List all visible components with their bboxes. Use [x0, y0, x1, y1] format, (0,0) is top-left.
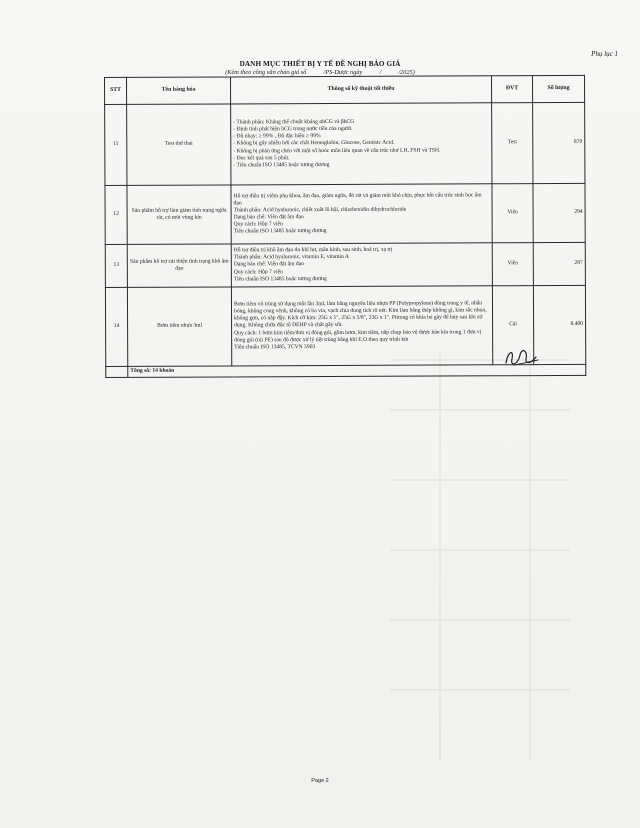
header-stt: STT	[105, 77, 127, 104]
spec-line: - Thành phần: Kháng thể chuột kháng αhCG và βhCG	[233, 118, 355, 126]
bleed-through-marks	[380, 340, 580, 780]
spec-line: - Không bị gây nhiễu bởi các chất Hemoglobin, Glucose, Gentisic Acid.	[233, 140, 395, 147]
row-spec	[231, 184, 492, 244]
row-unit: Cái	[492, 286, 533, 365]
row-stt: 11	[105, 104, 127, 185]
row-spec	[231, 243, 492, 287]
spec-line: Hỗ trợ điều trị khô âm đạo do khí hư, mãn kinh, sau sinh, hoá trị, xạ trị	[233, 246, 393, 254]
spec-line: Tiêu chuẩn ISO 13485 hoặc tương đương	[233, 228, 327, 235]
row-name: Sản phẩm hỗ trợ làm giảm tình trạng ngứa rát, có mùi vùng kín	[127, 185, 231, 244]
spec-line: - Đọc kết quả sau 5 phút.	[233, 154, 290, 162]
table-row	[105, 242, 585, 287]
spec-line: Thành phần: Acid hyaluronic, chiết xuất lô hội, chlorhexidin dihydrochloride	[233, 206, 407, 214]
spec-line: - Định tính phát hiện hCG trong nước tiểu của người.	[233, 126, 353, 133]
spec-line: Quy cách: Hộp 7 viên	[233, 221, 283, 228]
row-name: Bơm tiêm nhựa 3ml	[127, 287, 231, 366]
equipment-table	[104, 75, 586, 378]
row-spec	[231, 286, 492, 366]
subtitle-middle: /PS-Dược ngày	[323, 69, 363, 76]
table-row	[105, 102, 585, 185]
spec-line: - Độ nhạy: ≥ 99% , Độ đặc hiệu ≥ 99%	[233, 133, 321, 140]
spec-line: Thành phần: Acid hyaluronic, vitamin E, vitamin A	[233, 254, 349, 261]
header-unit: ĐVT	[491, 76, 532, 103]
subtitle-slash: /	[379, 69, 382, 76]
row-name: Test thử thai	[127, 104, 231, 185]
table-header-row	[105, 75, 585, 104]
row-spec	[231, 103, 492, 185]
row-unit: Test	[492, 103, 533, 184]
row-name: Sản phẩm hỗ trợ cải thiện tình trạng khô âm đạo	[127, 244, 231, 287]
header-qty: Số lượng	[532, 75, 584, 102]
spec-line: Hỗ trợ điều trị viêm phụ khoa, âm đạo, giảm ngứa, đỏ rát và giảm mùi khó chịu, phục hồi cấu trúc sinh học âm đạo	[233, 191, 482, 207]
page-title: DANH MỤC THIẾT BỊ Y TẾ ĐỀ NGHỊ BÁO GIÁ	[239, 60, 401, 68]
spec-line: Dạng bào chế: Viên đặt âm đạo	[233, 261, 304, 268]
row-qty: 287	[533, 242, 585, 285]
appendix-label: Phụ lục 1	[591, 50, 618, 58]
spec-line: Quy cách: Hộp 7 viên	[233, 268, 283, 276]
row-unit: Viên	[492, 243, 533, 286]
spec-line: - Tiêu chuẩn ISO 13485 hoặc tương đương	[233, 161, 330, 169]
spec-line: Tiêu chuẩn ISO 13485, TCVN 5903	[234, 343, 316, 351]
row-stt: 14	[105, 287, 127, 366]
row-qty: 294	[533, 183, 585, 242]
row-unit: Viên	[492, 184, 533, 243]
row-qty: 870	[533, 102, 585, 183]
table-row	[105, 183, 585, 244]
signature-mark	[498, 345, 542, 371]
header-spec: Thông số kỹ thuật tối thiểu	[231, 76, 492, 104]
subtitle-prefix: (Kèm theo công văn chào giá số	[225, 69, 307, 76]
row-stt: 12	[105, 185, 127, 244]
row-qty: 8.400	[533, 285, 585, 364]
page-number: Page 2	[311, 778, 329, 784]
spec-line: Bơm tiêm vô trùng sử dụng một lần 3ml, làm bằng nguyên liệu nhựa PP (Polypropylene) dùng trong y tế, nhẵn bóng, không cong vênh, không có ba via, vạch chia dung tích rõ nét. Kim làm bằng thép không gỉ, kim sắc nhọn, không gợn, có nắp đậy. Kích cỡ kim: 25G x 1", 25G x 5/8", 23G x 1". Pittong có khía bẻ gãy để hủy sau khi sử dụng. Không chứa độc tố DEHP và chất gây sốt.	[233, 300, 487, 329]
spec-line: Dạng bào chế: Viên đặt âm đạo	[233, 214, 304, 221]
total-stt-cell	[106, 366, 128, 377]
spec-line: Quy cách: 1 bơm kim tiêm/đơn vị đóng gói, gồm bơm, kim tiêm, nắp chụp bảo vệ được hàn kín trong 1 đơn vị đóng gói (túi PE) sau đó được xử lý tiệt trùng bằng khí E.O theo quy trình kín	[234, 328, 482, 344]
total-label: Tổng số: 14 khoản	[128, 364, 586, 377]
header-name: Tên hàng hóa	[127, 77, 231, 104]
subtitle-suffix: /2025)	[398, 69, 415, 76]
row-stt: 13	[105, 244, 127, 287]
spec-line: Tiêu chuẩn ISO 13485 hoặc tương đương	[233, 275, 327, 283]
spec-line: - Không bị phản ứng chéo với một số hoóc môn liên quan về cấu trúc như LH, FSH và TSH.	[233, 147, 441, 155]
